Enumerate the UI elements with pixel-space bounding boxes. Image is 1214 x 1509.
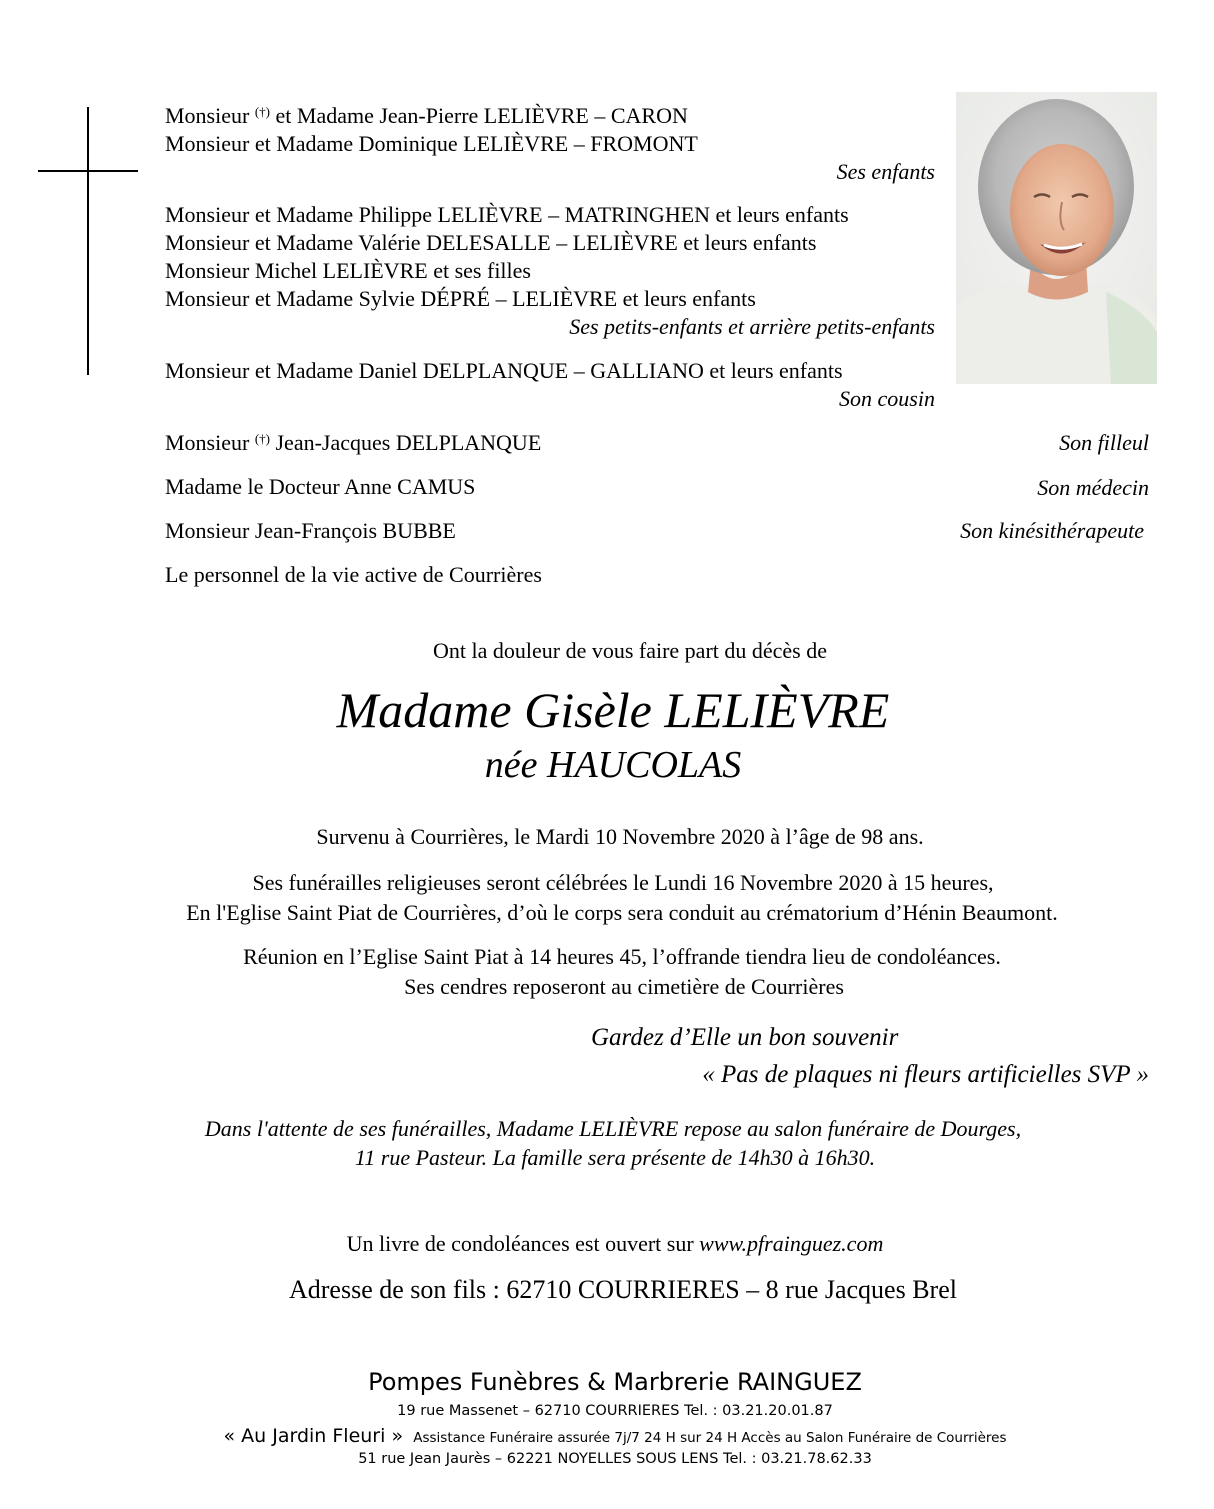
family-line-5: Monsieur Michel LELIÈVRE et ses filles (165, 258, 531, 283)
souvenir-line: Gardez d’Elle un bon souvenir (591, 1024, 899, 1051)
jardin-fleuri-name: « Au Jardin Fleuri » (223, 1425, 404, 1447)
condolence-url[interactable]: www.pfrainguez.com (699, 1231, 884, 1256)
family-line-8: Monsieur (†) Jean-Jacques DELPLANQUE (165, 430, 542, 455)
deceased-name: Madame Gisèle LELIÈVRE (336, 682, 890, 738)
family-line-7: Monsieur et Madame Daniel DELPLANQUE – GALLIANO et leurs enfants (165, 358, 843, 383)
death-details: Survenu à Courrières, le Mardi 10 Novembre 2020 à l’âge de 98 ans. (316, 824, 924, 849)
cross-vertical-bar (87, 107, 89, 375)
cousin-label: Son cousin (839, 386, 935, 411)
family-line-6: Monsieur et Madame Sylvie DÉPRÉ – LELIÈVRE et leurs enfants (165, 286, 756, 311)
deceased-mark: (†) (254, 431, 270, 446)
family-line-2: Monsieur et Madame Dominique LELIÈVRE – FROMONT (165, 131, 698, 156)
family-line-1: Monsieur (†) et Madame Jean-Pierre LELIÈVRE – CARON (165, 103, 688, 128)
attente-line-1: Dans l'attente de ses funérailles, Madame LELIÈVRE repose au salon funéraire de Dourges, (204, 1116, 1022, 1141)
attente-line-2: 11 rue Pasteur. La famille sera présente de 14h30 à 16h30. (354, 1145, 876, 1170)
family-line-3: Monsieur et Madame Philippe LELIÈVRE – MATRINGHEN et leurs enfants (165, 202, 849, 227)
cross-horizontal-bar (38, 170, 138, 172)
no-plaques-line: « Pas de plaques ni fleurs artificielles SVP » (702, 1061, 1149, 1088)
family-line-11: Le personnel de la vie active de Courrières (165, 562, 542, 587)
condolence-book-line: Un livre de condoléances est ouvert sur www.pfrainguez.com (346, 1231, 884, 1256)
company-address-2: 51 rue Jean Jaurès – 62221 NOYELLES SOUS LENS Tel. : 03.21.78.62.33 (358, 1451, 872, 1467)
family-line-10: Monsieur Jean-François BUBBE (165, 518, 456, 543)
funeral-line-1: Ses funérailles religieuses seront célébrées le Lundi 16 Novembre 2020 à 15 heures, (252, 870, 994, 895)
deceased-mark: (†) (254, 104, 270, 119)
filleul-label: Son filleul (1059, 430, 1149, 455)
reunion-line-1: Réunion en l’Eglise Saint Piat à 14 heures 45, l’offrande tiendra lieu de condoléances. (243, 944, 1001, 969)
jardin-fleuri-line (0, 1424, 1214, 1450)
portrait-photo (956, 92, 1157, 384)
company-address-1: 19 rue Massenet – 62710 COURRIERES Tel. : 03.21.20.01.87 (397, 1403, 833, 1419)
announcement-intro: Ont la douleur de vous faire part du décès de (432, 638, 828, 663)
maiden-name: née HAUCOLAS (484, 744, 742, 786)
family-line-9: Madame le Docteur Anne CAMUS (165, 474, 476, 499)
petits-enfants-label: Ses petits-enfants et arrière petits-enfants (569, 314, 935, 339)
services-text: Assistance Funéraire assurée 7j/7 24 H sur 24 H Accès au Salon Funéraire de Courrières (413, 1430, 1007, 1446)
kine-label: Son kinésithérapeute (960, 518, 1144, 543)
son-address: Adresse de son fils : 62710 COURRIERES – 8 rue Jacques Brel (289, 1275, 957, 1304)
enfants-label: Ses enfants (836, 159, 935, 184)
reunion-line-2: Ses cendres reposeront au cimetière de Courrières (404, 974, 844, 999)
medecin-label: Son médecin (1037, 475, 1149, 500)
family-line-4: Monsieur et Madame Valérie DELESALLE – LELIÈVRE et leurs enfants (165, 230, 817, 255)
funeral-line-2: En l'Eglise Saint Piat de Courrières, d’où le corps sera conduit au crématorium d’Hénin Beaumont. (186, 900, 1058, 925)
company-name: Pompes Funèbres & Marbrerie RAINGUEZ (368, 1368, 862, 1396)
